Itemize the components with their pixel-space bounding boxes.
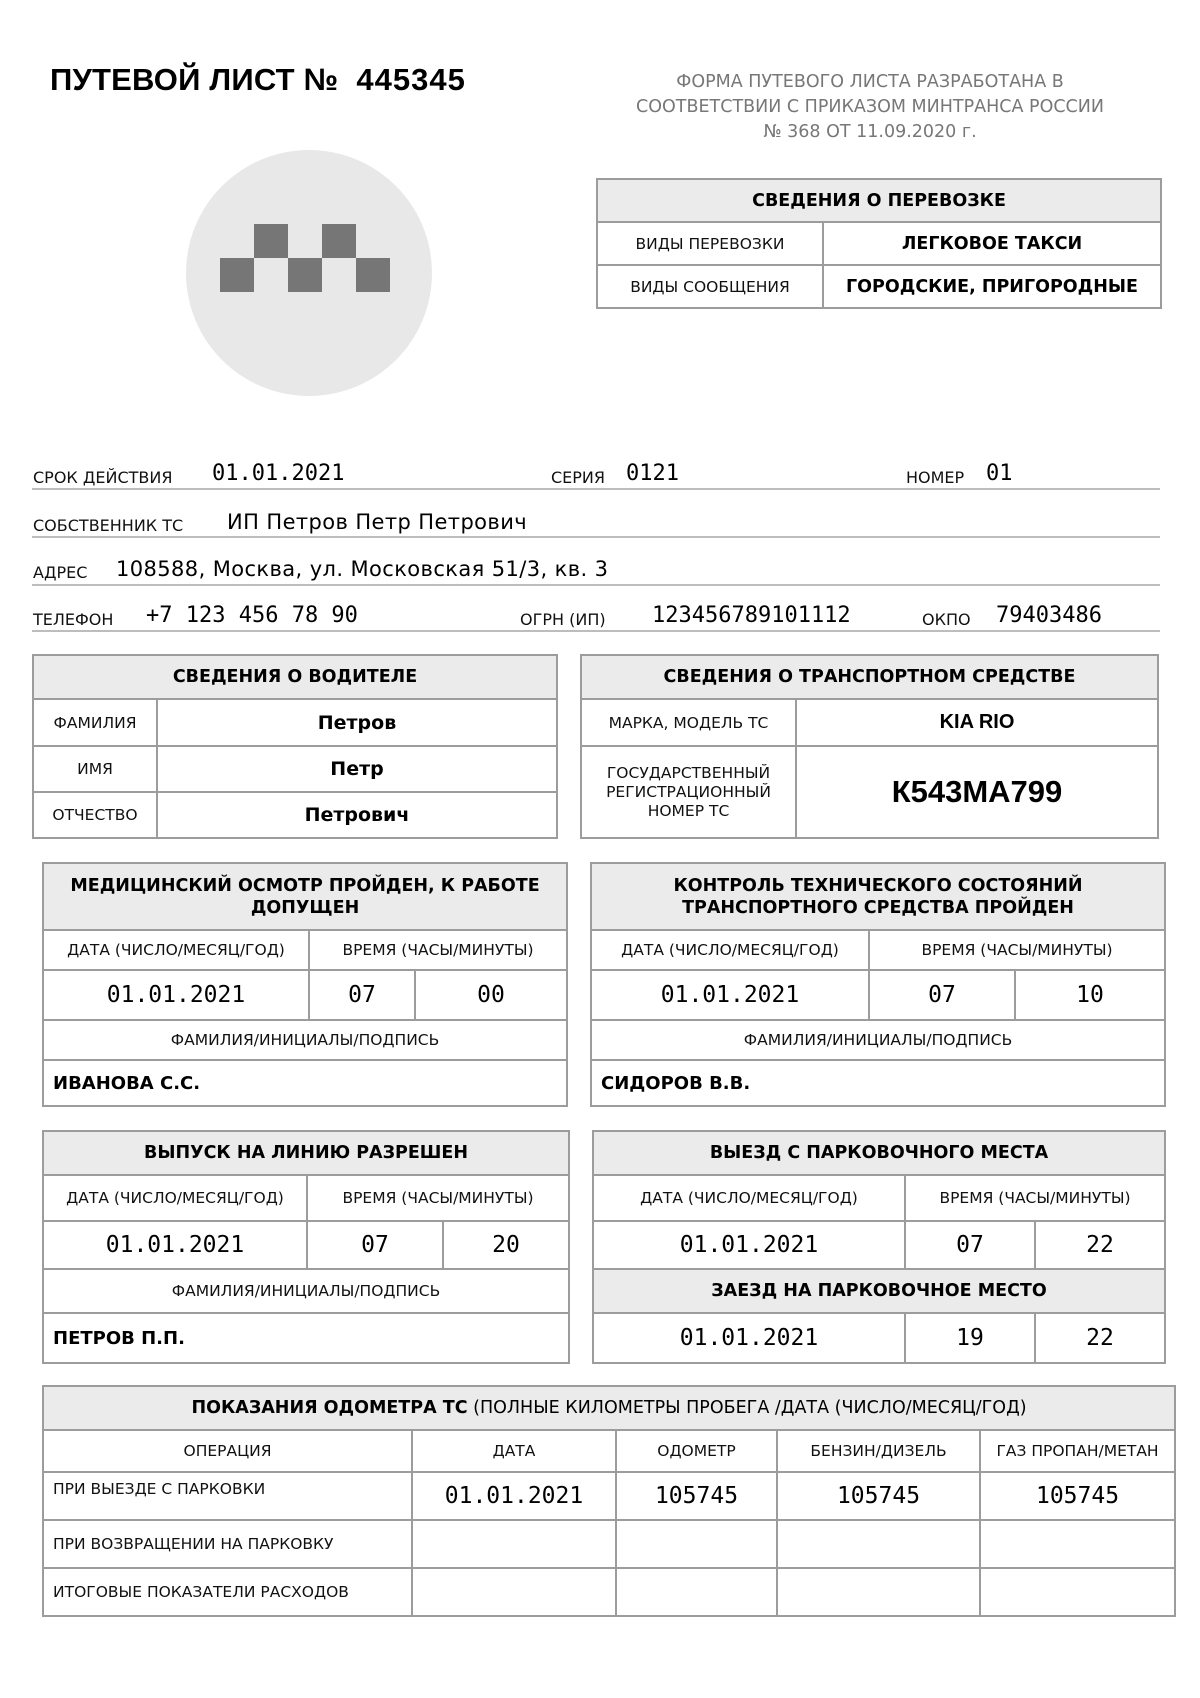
departure-hours: 07 [905, 1221, 1035, 1269]
technical-table [590, 862, 1166, 1107]
medical-hours: 07 [309, 970, 415, 1020]
release-signer: ПЕТРОВ П.П. [43, 1313, 569, 1363]
signature-label: ФАМИЛИЯ/ИНИЦИАЛЫ/ПОДПИСЬ [43, 1020, 567, 1060]
time-label: ВРЕМЯ (ЧАСЫ/МИНУТЫ) [869, 930, 1165, 970]
date-label: ДАТА (ЧИСЛО/МЕСЯЦ/ГОД) [593, 1175, 905, 1221]
medical-signer: ИВАНОВА С.С. [43, 1060, 567, 1106]
document-title [50, 62, 466, 98]
driver-table [32, 654, 558, 839]
technical-header-line: ТРАНСПОРТНОГО СРЕДСТВА ПРОЙДЕН [682, 897, 1074, 918]
odometer-value-cell [616, 1520, 777, 1568]
petrol-value-cell: 105745 [777, 1472, 980, 1520]
validity-value: 01.01.2021 [212, 461, 345, 486]
divider [32, 536, 1160, 538]
arrival-date: 01.01.2021 [593, 1313, 905, 1363]
departure-date: 01.01.2021 [593, 1221, 905, 1269]
title-text: ПУТЕВОЙ ЛИСТ № [50, 62, 339, 97]
address-label: АДРЕС [33, 563, 88, 582]
release-minutes: 20 [443, 1221, 569, 1269]
time-label: ВРЕМЯ (ЧАСЫ/МИНУТЫ) [309, 930, 567, 970]
plate-label-line: НОМЕР ТС [647, 801, 730, 820]
release-hours: 07 [307, 1221, 443, 1269]
signature-label: ФАМИЛИЯ/ИНИЦИАЛЫ/ПОДПИСЬ [43, 1269, 569, 1313]
medical-header-line: ДОПУЩЕН [250, 897, 360, 918]
ogrn-value: 123456789101112 [652, 603, 851, 628]
transport-type-label: ВИДЫ ПЕРЕВОЗКИ [597, 222, 823, 265]
operation-cell: ПРИ ВОЗВРАЩЕНИИ НА ПАРКОВКУ [43, 1520, 412, 1568]
notice-line: № 368 ОТ 11.09.2020 г. [763, 122, 977, 142]
transport-type-value: ЛЕГКОВОЕ ТАКСИ [823, 222, 1161, 265]
table-row [43, 1520, 1175, 1568]
odometer-header-rest: (ПОЛНЫЕ КИЛОМЕТРЫ ПРОБЕГА /ДАТА (ЧИСЛО/МЕСЯЦ/ГОД) [473, 1398, 1027, 1418]
medical-table [42, 862, 568, 1107]
technical-date: 01.01.2021 [591, 970, 869, 1020]
release-header: ВЫПУСК НА ЛИНИЮ РАЗРЕШЕН [43, 1131, 569, 1175]
divider [32, 488, 1160, 490]
date-label: ДАТА (ЧИСЛО/МЕСЯЦ/ГОД) [43, 1175, 307, 1221]
transport-service-label: ВИДЫ СООБЩЕНИЯ [597, 265, 823, 308]
taxi-logo [186, 150, 432, 396]
patronymic-label: ОТЧЕСТВО [33, 792, 157, 838]
patronymic-value: Петрович [157, 792, 557, 838]
technical-header-line: КОНТРОЛЬ ТЕХНИЧЕСКОГО СОСТОЯНИЙ [673, 875, 1083, 896]
release-table [42, 1130, 570, 1364]
odometer-header [43, 1386, 1175, 1430]
odometer-header-bold: ПОКАЗАНИЯ ОДОМЕТРА ТС [191, 1398, 468, 1418]
form-notice [595, 70, 1145, 145]
owner-label: СОБСТВЕННИК ТС [33, 516, 184, 535]
gas-value-cell [980, 1568, 1175, 1616]
number-label: НОМЕР [906, 468, 965, 487]
table-row [43, 1568, 1175, 1616]
owner-value: ИП Петров Петр Петрович [227, 510, 528, 534]
odometer-value-cell [616, 1568, 777, 1616]
name-label: ИМЯ [33, 746, 157, 792]
time-label: ВРЕМЯ (ЧАСЫ/МИНУТЫ) [905, 1175, 1165, 1221]
vehicle-table [580, 654, 1159, 839]
phone-value: +7 123 456 78 90 [146, 603, 358, 628]
address-value: 108588, Москва, ул. Московская 51/3, кв. 3 [116, 557, 609, 581]
odometer-date-cell: 01.01.2021 [412, 1472, 616, 1520]
arrival-hours: 19 [905, 1313, 1035, 1363]
notice-line: ФОРМА ПУТЕВОГО ЛИСТА РАЗРАБОТАНА В [676, 72, 1064, 92]
parking-table [592, 1130, 1166, 1364]
departure-header: ВЫЕЗД С ПАРКОВОЧНОГО МЕСТА [593, 1131, 1165, 1175]
date-label: ДАТА (ЧИСЛО/МЕСЯЦ/ГОД) [43, 930, 309, 970]
okpo-label: ОКПО [922, 610, 971, 629]
gas-value-cell: 105745 [980, 1472, 1175, 1520]
odometer-table [42, 1385, 1176, 1617]
time-label: ВРЕМЯ (ЧАСЫ/МИНУТЫ) [307, 1175, 569, 1221]
divider [32, 584, 1160, 586]
gas-value-cell [980, 1520, 1175, 1568]
plate-value: К543МА799 [796, 746, 1158, 838]
column-header: БЕНЗИН/ДИЗЕЛЬ [777, 1430, 980, 1472]
date-label: ДАТА (ЧИСЛО/МЕСЯЦ/ГОД) [591, 930, 869, 970]
release-date: 01.01.2021 [43, 1221, 307, 1269]
series-value: 0121 [626, 461, 679, 486]
phone-label: ТЕЛЕФОН [33, 610, 114, 629]
petrol-value-cell [777, 1520, 980, 1568]
plate-label-line: ГОСУДАРСТВЕННЫЙ [606, 763, 771, 782]
medical-header [43, 863, 567, 930]
name-value: Петр [157, 746, 557, 792]
operation-cell: ПРИ ВЫЕЗДЕ С ПАРКОВКИ [43, 1472, 412, 1520]
technical-header [591, 863, 1165, 930]
column-header: ОДОМЕТР [616, 1430, 777, 1472]
transport-table [596, 178, 1162, 309]
plate-label-line: РЕГИСТРАЦИОННЫЙ [606, 782, 771, 801]
surname-value: Петров [157, 699, 557, 746]
divider [32, 630, 1160, 632]
column-header: ДАТА [412, 1430, 616, 1472]
operation-cell: ИТОГОВЫЕ ПОКАЗАТЕЛИ РАСХОДОВ [43, 1568, 412, 1616]
model-label: МАРКА, МОДЕЛЬ ТС [581, 699, 796, 746]
signature-label: ФАМИЛИЯ/ИНИЦИАЛЫ/ПОДПИСЬ [591, 1020, 1165, 1060]
vehicle-header: СВЕДЕНИЯ О ТРАНСПОРТНОМ СРЕДСТВЕ [581, 655, 1158, 699]
driver-header: СВЕДЕНИЯ О ВОДИТЕЛЕ [33, 655, 557, 699]
model-value: KIA RIO [796, 699, 1158, 746]
odometer-value-cell: 105745 [616, 1472, 777, 1520]
technical-hours: 07 [869, 970, 1015, 1020]
petrol-value-cell [777, 1568, 980, 1616]
plate-label [581, 746, 796, 838]
odometer-date-cell [412, 1520, 616, 1568]
departure-minutes: 22 [1035, 1221, 1165, 1269]
technical-signer: СИДОРОВ В.В. [591, 1060, 1165, 1106]
validity-label: СРОК ДЕЙСТВИЯ [33, 468, 173, 487]
notice-line: СООТВЕТСТВИИ С ПРИКАЗОМ МИНТРАНСА РОССИИ [636, 97, 1104, 117]
series-label: СЕРИЯ [551, 468, 606, 487]
arrival-header: ЗАЕЗД НА ПАРКОВОЧНОЕ МЕСТО [593, 1269, 1165, 1313]
surname-label: ФАМИЛИЯ [33, 699, 157, 746]
arrival-minutes: 22 [1035, 1313, 1165, 1363]
odometer-date-cell [412, 1568, 616, 1616]
technical-minutes: 10 [1015, 970, 1165, 1020]
document-number: 445345 [356, 62, 466, 97]
medical-date: 01.01.2021 [43, 970, 309, 1020]
column-header: ОПЕРАЦИЯ [43, 1430, 412, 1472]
medical-minutes: 00 [415, 970, 567, 1020]
ogrn-label: ОГРН (ИП) [520, 610, 606, 629]
table-row [43, 1472, 1175, 1520]
transport-header: СВЕДЕНИЯ О ПЕРЕВОЗКЕ [597, 179, 1161, 222]
transport-service-value: ГОРОДСКИЕ, ПРИГОРОДНЫЕ [823, 265, 1161, 308]
medical-header-line: МЕДИЦИНСКИЙ ОСМОТР ПРОЙДЕН, К РАБОТЕ [70, 875, 540, 896]
okpo-value: 79403486 [996, 603, 1102, 628]
number-value: 01 [986, 461, 1013, 486]
column-header: ГАЗ ПРОПАН/МЕТАН [980, 1430, 1175, 1472]
